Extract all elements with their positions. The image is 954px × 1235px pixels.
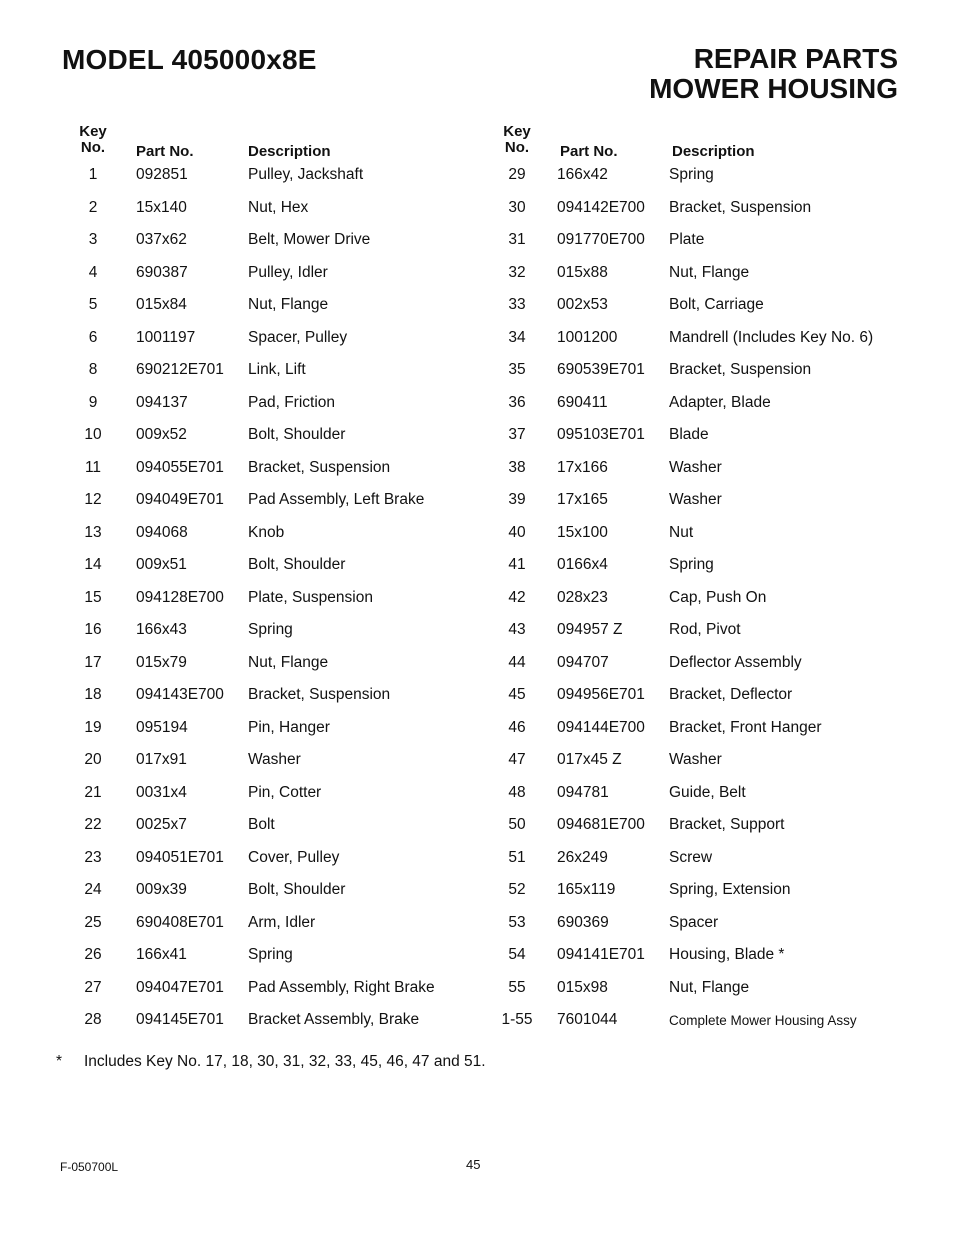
part-no: 15x140 [136, 198, 187, 216]
table-row [486, 583, 896, 616]
part-description: Nut, Hex [248, 198, 309, 216]
part-no: 094047E701 [136, 978, 224, 996]
part-no: 091770E700 [557, 231, 645, 248]
part-no: 690212E701 [136, 361, 224, 378]
key-no: 42 [508, 588, 526, 606]
part-no: 26x249 [557, 848, 608, 866]
table-row [486, 940, 896, 973]
part-description: Rod, Pivot [669, 621, 741, 638]
part-description: Bracket, Suspension [669, 361, 812, 378]
table-row [62, 420, 482, 453]
key-no: 45 [508, 686, 526, 703]
part-description: Bracket, Suspension [248, 686, 391, 703]
table-row [62, 583, 482, 616]
table-row [486, 518, 896, 551]
key-no: 1 [88, 166, 98, 183]
part-description: Cap, Push On [669, 588, 767, 606]
part-no: 094681E700 [557, 816, 645, 833]
model-title: MODEL 405000x8E [62, 44, 317, 75]
key-no: 1-55 [501, 1011, 533, 1028]
table-row [62, 550, 482, 583]
part-description: Screw [669, 848, 713, 866]
key-no: 30 [508, 198, 526, 216]
form-id: F-050700L [60, 1160, 119, 1174]
part-no: 1001200 [557, 328, 618, 346]
table-row [62, 388, 482, 421]
part-description: Pad Assembly, Left Brake [248, 491, 425, 508]
key-no: 29 [508, 166, 526, 183]
part-description: Spacer [669, 913, 719, 931]
key-no: 6 [88, 328, 98, 346]
table-row [486, 1005, 896, 1038]
part-no: 094145E701 [136, 1011, 224, 1028]
part-description: Pad Assembly, Right Brake [248, 978, 435, 996]
key-header-bottom: No. [80, 139, 106, 156]
part-no: 094143E700 [136, 686, 224, 703]
key-no: 55 [508, 978, 526, 996]
key-no: 19 [84, 718, 102, 736]
part-description: Bracket, Support [669, 816, 785, 833]
part-no-header: Part No. [560, 143, 618, 160]
table-row [486, 225, 896, 258]
part-description: Pin, Cotter [248, 783, 322, 801]
key-no: 31 [508, 231, 526, 248]
table-row [486, 778, 896, 811]
key-no: 51 [508, 848, 526, 866]
key-no: 14 [84, 556, 102, 573]
key-no: 41 [508, 556, 526, 573]
key-no: 26 [84, 946, 102, 963]
table-row [486, 193, 896, 226]
table-row [486, 843, 896, 876]
part-no: 094068 [136, 523, 188, 541]
key-no: 18 [84, 686, 102, 703]
key-no: 32 [508, 263, 526, 281]
part-no: 166x43 [136, 621, 187, 638]
key-no-header [486, 124, 548, 156]
part-no: 094781 [557, 783, 609, 801]
table-row [62, 290, 482, 323]
table-row [62, 258, 482, 291]
table-row [62, 908, 482, 941]
part-no: 0025x7 [136, 816, 187, 833]
table-row [486, 713, 896, 746]
part-no: 009x39 [136, 881, 187, 898]
part-description: Bolt, Shoulder [248, 426, 346, 443]
table-row [62, 193, 482, 226]
part-no: 0031x4 [136, 783, 187, 801]
part-description: Pulley, Jackshaft [248, 166, 364, 183]
part-description: Complete Mower Housing Assy [669, 1013, 857, 1028]
key-no: 35 [508, 361, 526, 378]
table-row [62, 485, 482, 518]
key-no: 13 [84, 523, 102, 541]
part-no: 165x119 [557, 881, 616, 898]
key-no: 5 [88, 296, 98, 313]
part-no: 094144E700 [557, 718, 645, 736]
part-no: 094956E701 [557, 686, 645, 703]
key-no: 10 [84, 426, 102, 443]
parts-table-right [486, 124, 896, 1038]
part-no: 095103E701 [557, 426, 645, 443]
part-description: Plate [669, 231, 705, 248]
part-no: 690369 [557, 913, 609, 931]
key-no: 37 [508, 426, 526, 443]
table-row [62, 160, 482, 193]
part-no: 015x79 [136, 653, 187, 671]
key-no: 39 [508, 491, 526, 508]
key-no-header [62, 124, 124, 156]
part-description: Pin, Hanger [248, 718, 330, 736]
part-description: Mandrell (Includes Key No. 6) [669, 328, 874, 346]
part-description: Belt, Mower Drive [248, 231, 371, 248]
part-no: 009x52 [136, 426, 187, 443]
part-no: 037x62 [136, 231, 187, 248]
table-row [486, 290, 896, 323]
part-description: Pad, Friction [248, 393, 336, 411]
part-no: 166x42 [557, 166, 608, 183]
key-no: 52 [508, 881, 526, 898]
part-description: Knob [248, 523, 285, 541]
part-description: Link, Lift [248, 361, 306, 378]
key-no: 8 [88, 361, 98, 378]
part-description: Cover, Pulley [248, 848, 340, 866]
part-description: Bracket Assembly, Brake [248, 1011, 420, 1028]
key-no: 22 [84, 816, 102, 833]
key-no: 44 [508, 653, 526, 671]
part-no: 015x98 [557, 978, 608, 996]
part-description: Nut, Flange [669, 263, 750, 281]
part-description: Washer [669, 458, 722, 476]
table-row [486, 745, 896, 778]
part-description: Bracket, Front Hanger [669, 718, 822, 736]
table-row [486, 615, 896, 648]
part-no: 690539E701 [557, 361, 645, 378]
part-no: 017x45 Z [557, 751, 622, 768]
part-no: 7601044 [557, 1011, 618, 1028]
table-row [62, 680, 482, 713]
part-description: Bolt [248, 816, 275, 833]
table-row [62, 615, 482, 648]
table-row [486, 680, 896, 713]
key-no: 27 [84, 978, 102, 996]
part-no: 009x51 [136, 556, 187, 573]
table-row [486, 160, 896, 193]
key-no: 40 [508, 523, 526, 541]
parts-table-left [62, 124, 482, 1038]
table-header [486, 124, 896, 160]
key-no: 23 [84, 848, 102, 866]
part-description: Bolt, Shoulder [248, 881, 346, 898]
key-no: 12 [84, 491, 102, 508]
key-no: 3 [88, 231, 98, 248]
part-description: Spring [669, 166, 714, 183]
part-description: Deflector Assembly [669, 653, 802, 671]
part-no: 17x165 [557, 491, 608, 508]
part-description: Spring [669, 556, 714, 573]
key-no: 20 [84, 751, 102, 768]
key-no: 46 [508, 718, 526, 736]
key-no: 50 [508, 816, 526, 833]
part-description: Spring [248, 621, 293, 638]
part-no: 015x84 [136, 296, 187, 313]
table-row [62, 843, 482, 876]
part-description: Housing, Blade * [669, 946, 785, 963]
part-description: Washer [669, 751, 722, 768]
table-row [62, 648, 482, 681]
key-no: 54 [508, 946, 526, 963]
table-row [62, 355, 482, 388]
part-description: Guide, Belt [669, 783, 746, 801]
part-description: Bolt, Carriage [669, 296, 764, 313]
part-description: Spring [248, 946, 293, 963]
description-header: Description [248, 143, 331, 160]
key-header-top: Key [79, 123, 107, 140]
part-description: Nut, Flange [669, 978, 750, 996]
part-no: 690411 [557, 393, 608, 411]
part-no-header: Part No. [136, 143, 194, 160]
key-no: 4 [88, 263, 98, 281]
key-header-top: Key [503, 123, 531, 140]
table-row [62, 225, 482, 258]
part-no: 17x166 [557, 458, 608, 476]
part-no: 002x53 [557, 296, 608, 313]
part-description: Plate, Suspension [248, 588, 373, 606]
part-description: Pulley, Idler [248, 263, 328, 281]
part-no: 15x100 [557, 523, 608, 541]
key-no: 15 [84, 588, 102, 606]
parts-rows-right [486, 160, 896, 1038]
part-description: Spring, Extension [669, 881, 791, 898]
table-row [486, 908, 896, 941]
table-row [62, 778, 482, 811]
key-no: 9 [88, 393, 98, 411]
part-description: Bracket, Suspension [669, 198, 812, 216]
key-no: 36 [508, 393, 526, 411]
part-description: Nut, Flange [248, 653, 329, 671]
table-row [486, 355, 896, 388]
table-row [486, 453, 896, 486]
footnote [56, 1053, 486, 1071]
page-number: 45 [466, 1157, 481, 1172]
table-row [62, 745, 482, 778]
key-no: 16 [84, 621, 102, 638]
table-row [486, 810, 896, 843]
part-no: 166x41 [136, 946, 187, 963]
part-no: 094957 Z [557, 621, 623, 638]
part-no: 690408E701 [136, 913, 224, 931]
part-no: 094049E701 [136, 491, 224, 508]
part-no: 0166x4 [557, 556, 608, 573]
part-description: Washer [669, 491, 722, 508]
footnote-marker: * [56, 1053, 63, 1070]
table-row [486, 388, 896, 421]
table-header [62, 124, 482, 160]
part-description: Bracket, Suspension [248, 458, 391, 476]
table-row [486, 323, 896, 356]
key-no: 25 [84, 913, 102, 931]
part-description: Blade [669, 426, 709, 443]
table-row [486, 550, 896, 583]
description-header: Description [672, 143, 755, 160]
part-description: Bolt, Shoulder [248, 556, 346, 573]
key-no: 2 [88, 198, 98, 216]
table-row [62, 323, 482, 356]
table-row [486, 973, 896, 1006]
key-no: 53 [508, 913, 526, 931]
key-no: 34 [508, 328, 526, 346]
part-description: Washer [248, 751, 301, 768]
part-description: Arm, Idler [248, 913, 316, 931]
table-row [62, 810, 482, 843]
key-no: 43 [508, 621, 526, 638]
table-row [486, 875, 896, 908]
key-no: 38 [508, 458, 526, 476]
table-row [62, 1005, 482, 1038]
part-description: Adapter, Blade [669, 393, 771, 411]
table-row [486, 258, 896, 291]
key-no: 48 [508, 783, 526, 801]
part-description: Nut, Flange [248, 296, 329, 313]
table-row [62, 973, 482, 1006]
part-no: 095194 [136, 718, 188, 736]
part-no: 094141E701 [557, 946, 645, 963]
key-header-bottom: No. [504, 139, 530, 156]
table-row [486, 420, 896, 453]
part-no: 017x91 [136, 751, 187, 768]
part-no: 1001197 [136, 328, 196, 346]
part-no: 094128E700 [136, 588, 224, 606]
part-no: 092851 [136, 166, 188, 183]
footnote-text: Includes Key No. 17, 18, 30, 31, 32, 33, 45, 46, 47 and 51. [84, 1053, 486, 1070]
part-no: 094142E700 [557, 198, 645, 216]
part-no: 094051E701 [136, 848, 224, 866]
key-no: 17 [84, 653, 102, 671]
table-row [486, 485, 896, 518]
part-description: Spacer, Pulley [248, 328, 348, 346]
key-no: 33 [508, 296, 526, 313]
part-no: 094137 [136, 393, 188, 411]
table-row [62, 453, 482, 486]
part-description: Bracket, Deflector [669, 686, 793, 703]
part-description: Nut [669, 523, 694, 541]
key-no: 21 [84, 783, 102, 801]
key-no: 24 [84, 881, 102, 898]
part-no: 094707 [557, 653, 609, 671]
table-row [62, 875, 482, 908]
part-no: 690387 [136, 263, 188, 281]
table-row [62, 518, 482, 551]
parts-rows-left [62, 160, 482, 1038]
section-title-line2: MOWER HOUSING [649, 73, 898, 104]
key-no: 28 [84, 1011, 102, 1028]
part-no: 094055E701 [136, 458, 224, 476]
table-row [62, 940, 482, 973]
key-no: 47 [508, 751, 526, 768]
part-no: 028x23 [557, 588, 608, 606]
section-title-line1: REPAIR PARTS [693, 43, 898, 74]
table-row [486, 648, 896, 681]
key-no: 11 [84, 458, 102, 476]
part-no: 015x88 [557, 263, 608, 281]
table-row [62, 713, 482, 746]
section-title [649, 44, 898, 104]
